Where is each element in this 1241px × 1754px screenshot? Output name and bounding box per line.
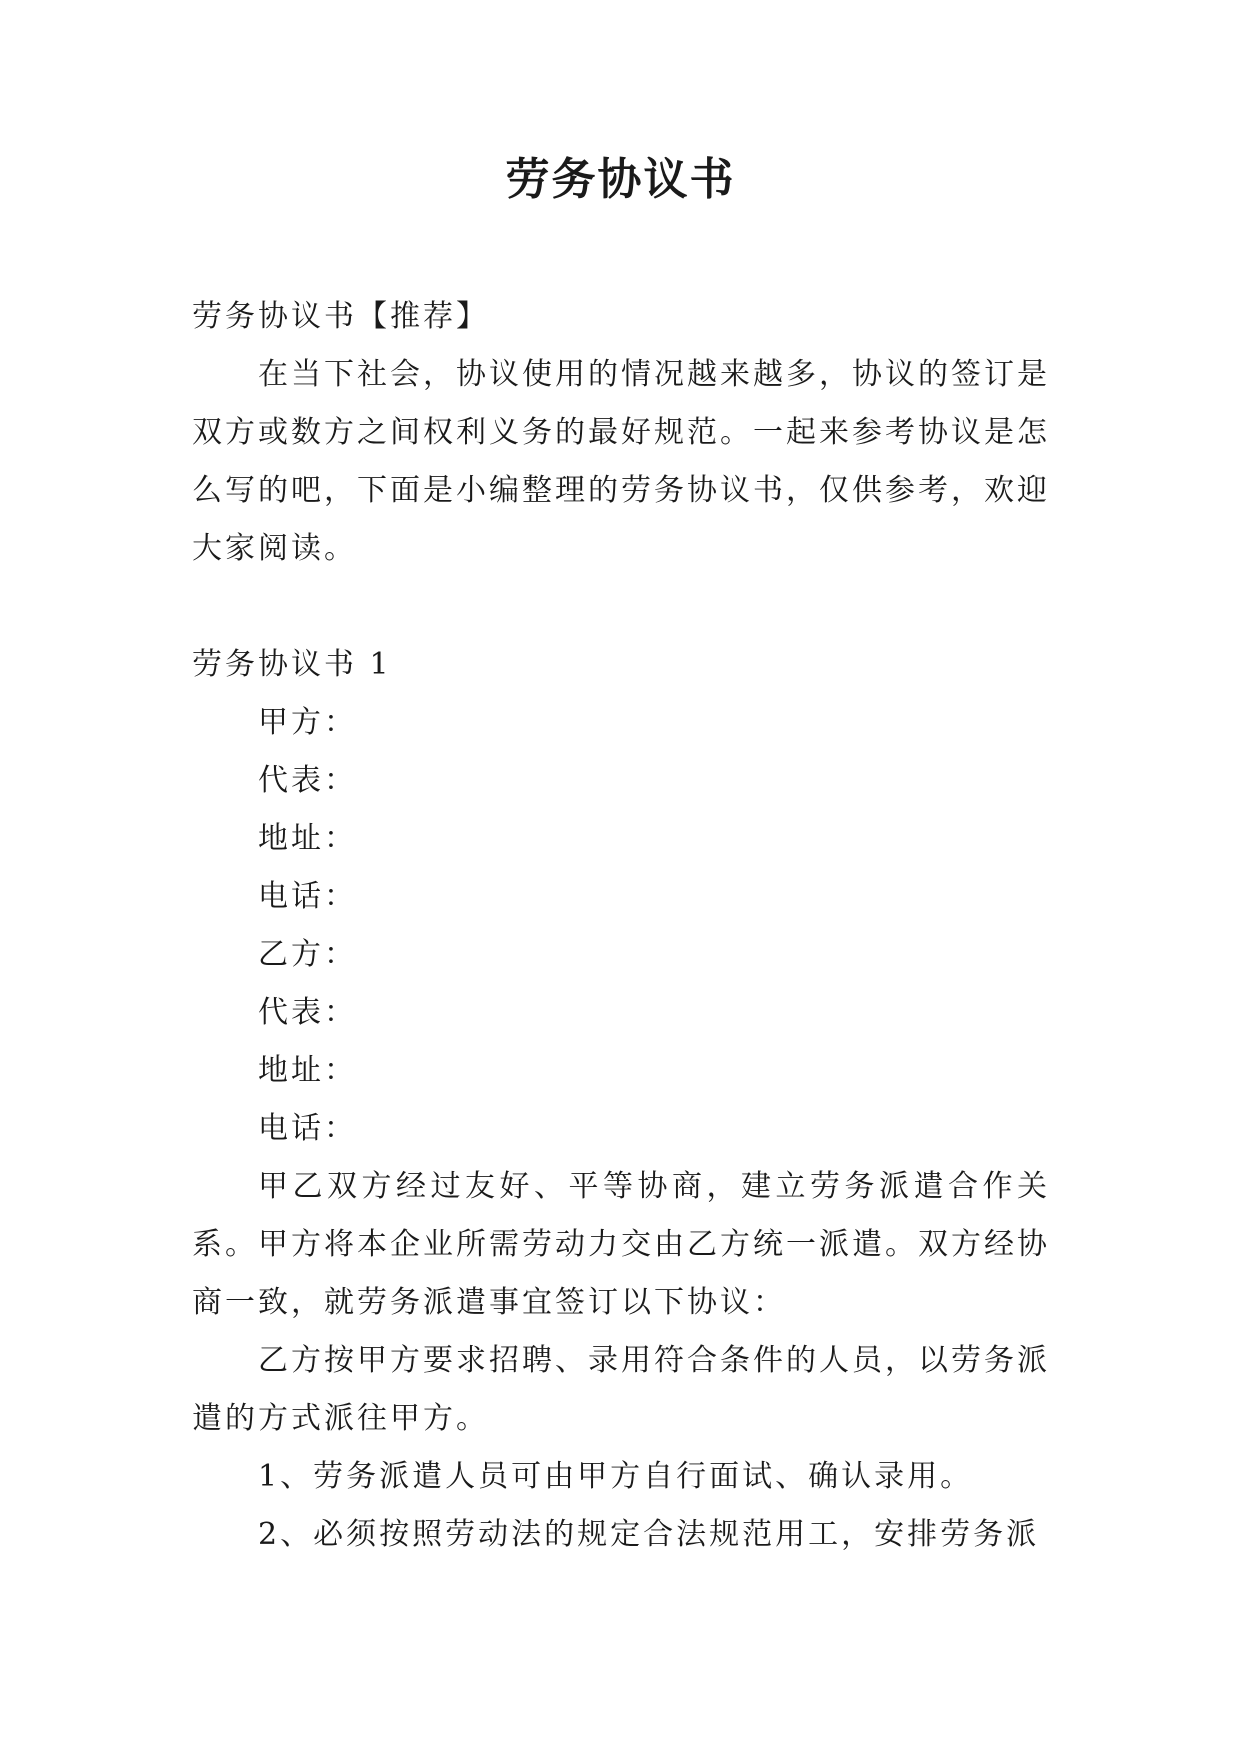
intro-paragraph: 在当下社会，协议使用的情况越来越多，协议的签订是双方或数方之间权利义务的最好规范。一起来参考协议是怎么写的吧，下面是小编整理的劳务协议书，仅供参考，欢迎大家阅读。 <box>192 357 1050 566</box>
document-body <box>192 288 1050 1564</box>
section-heading: 劳务协议书 1 <box>192 647 392 682</box>
party-b-label: 乙方： <box>258 937 357 972</box>
party-a-address: 地址： <box>258 821 357 856</box>
body-paragraph: 乙方按甲方要求招聘、录用符合条件的人员，以劳务派遣的方式派往甲方。 <box>192 1343 1050 1436</box>
party-b-phone: 电话： <box>258 1111 357 1146</box>
intro-heading: 劳务协议书【推荐】 <box>192 299 489 334</box>
party-a-label: 甲方： <box>258 705 357 740</box>
party-a-representative: 代表： <box>258 763 357 798</box>
document-title: 劳务协议书 <box>505 154 736 205</box>
clause-item: 2、必须按照劳动法的规定合法规范用工，安排劳务派 <box>258 1517 1040 1552</box>
section-spacer <box>192 578 1050 636</box>
party-b-address: 地址： <box>258 1053 357 1088</box>
body-paragraph: 甲乙双方经过友好、平等协商，建立劳务派遣合作关系。甲方将本企业所需劳动力交由乙方统一派遣。双方经协商一致，就劳务派遣事宜签订以下协议： <box>192 1169 1050 1320</box>
party-b-representative: 代表： <box>258 995 357 1030</box>
clause-item: 1、劳务派遣人员可由甲方自行面试、确认录用。 <box>258 1459 974 1494</box>
party-a-phone: 电话： <box>258 879 357 914</box>
